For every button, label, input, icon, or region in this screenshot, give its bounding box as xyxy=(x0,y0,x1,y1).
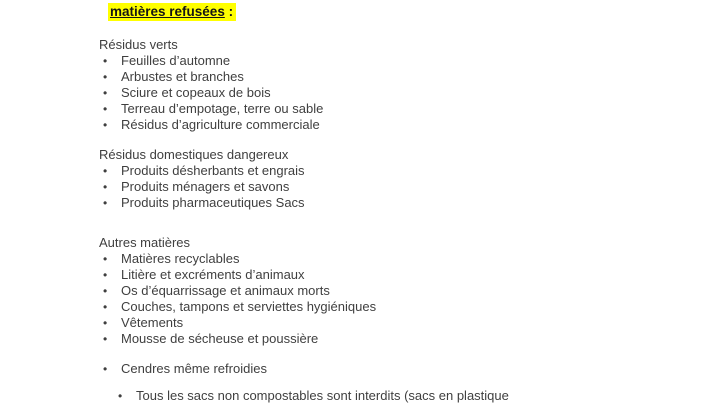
list-item-text: Produits désherbants et engrais xyxy=(121,163,305,178)
bullet-icon: • xyxy=(103,316,108,330)
bullet-icon: • xyxy=(103,54,108,68)
list-item-text: Produits ménagers et savons xyxy=(121,179,290,194)
list-item-text: Mousse de sécheuse et poussière xyxy=(121,331,319,346)
list-item xyxy=(99,179,599,195)
bullet-icon: • xyxy=(103,102,108,116)
list-autres-matieres xyxy=(99,251,599,347)
list-item xyxy=(99,69,599,85)
bullet-icon: • xyxy=(103,300,108,314)
list-item xyxy=(99,85,599,101)
list-item xyxy=(99,388,599,404)
bullet-icon: • xyxy=(103,118,108,132)
list-extra xyxy=(99,361,599,404)
bullet-icon: • xyxy=(103,70,108,84)
bullet-icon: • xyxy=(103,252,108,266)
doc-title-suffix: : xyxy=(224,4,234,19)
list-item-text: Litière et excréments d’animaux xyxy=(121,267,305,282)
list-item xyxy=(99,267,599,283)
doc-title xyxy=(108,3,236,21)
bullet-icon: • xyxy=(103,180,108,194)
list-item xyxy=(99,251,599,267)
bullet-icon: • xyxy=(103,332,108,346)
list-item-text: Terreau d’empotage, terre ou sable xyxy=(121,101,324,116)
list-item-text: Résidus d’agriculture commerciale xyxy=(121,117,320,132)
bullet-icon: • xyxy=(118,389,123,403)
list-item-text: Couches, tampons et serviettes hygiéniques xyxy=(121,299,377,314)
doc-title-line xyxy=(108,3,599,21)
bullet-icon: • xyxy=(103,284,108,298)
list-item-text: Cendres même refroidies xyxy=(121,361,267,376)
list-item-text: Vêtements xyxy=(121,315,184,330)
list-item xyxy=(99,53,599,69)
list-item xyxy=(99,283,599,299)
section-heading-autres-matieres: Autres matières xyxy=(99,235,191,250)
bullet-icon: • xyxy=(103,268,108,282)
list-item-text: Matières recyclables xyxy=(121,251,240,266)
list-item xyxy=(99,315,599,331)
list-item xyxy=(99,163,599,179)
doc-title-text: matières refusées xyxy=(110,4,225,19)
bullet-icon: • xyxy=(103,164,108,178)
bullet-icon: • xyxy=(103,86,108,100)
section-heading-residus-verts: Résidus verts xyxy=(99,37,178,52)
document-content xyxy=(99,3,599,404)
list-item xyxy=(99,117,599,133)
list-residus-domestiques xyxy=(99,163,599,211)
bullet-icon: • xyxy=(103,196,108,210)
list-item-text: Produits pharmaceutiques Sacs xyxy=(121,195,305,210)
list-item xyxy=(99,101,599,117)
list-item-text: Arbustes et branches xyxy=(121,69,244,84)
bullet-icon: • xyxy=(103,362,108,376)
list-item xyxy=(99,331,599,347)
list-item-text: Os d’équarrissage et animaux morts xyxy=(121,283,330,298)
section-heading-residus-domestiques: Résidus domestiques dangereux xyxy=(99,147,289,162)
list-item xyxy=(99,361,599,377)
list-item xyxy=(99,299,599,315)
list-item-text: Tous les sacs non compostables sont interdits (sacs en plastique xyxy=(136,388,509,403)
list-item xyxy=(99,195,599,211)
list-residus-verts xyxy=(99,53,599,133)
list-item-text: Sciure et copeaux de bois xyxy=(121,85,271,100)
list-item-text: Feuilles d’automne xyxy=(121,53,231,68)
